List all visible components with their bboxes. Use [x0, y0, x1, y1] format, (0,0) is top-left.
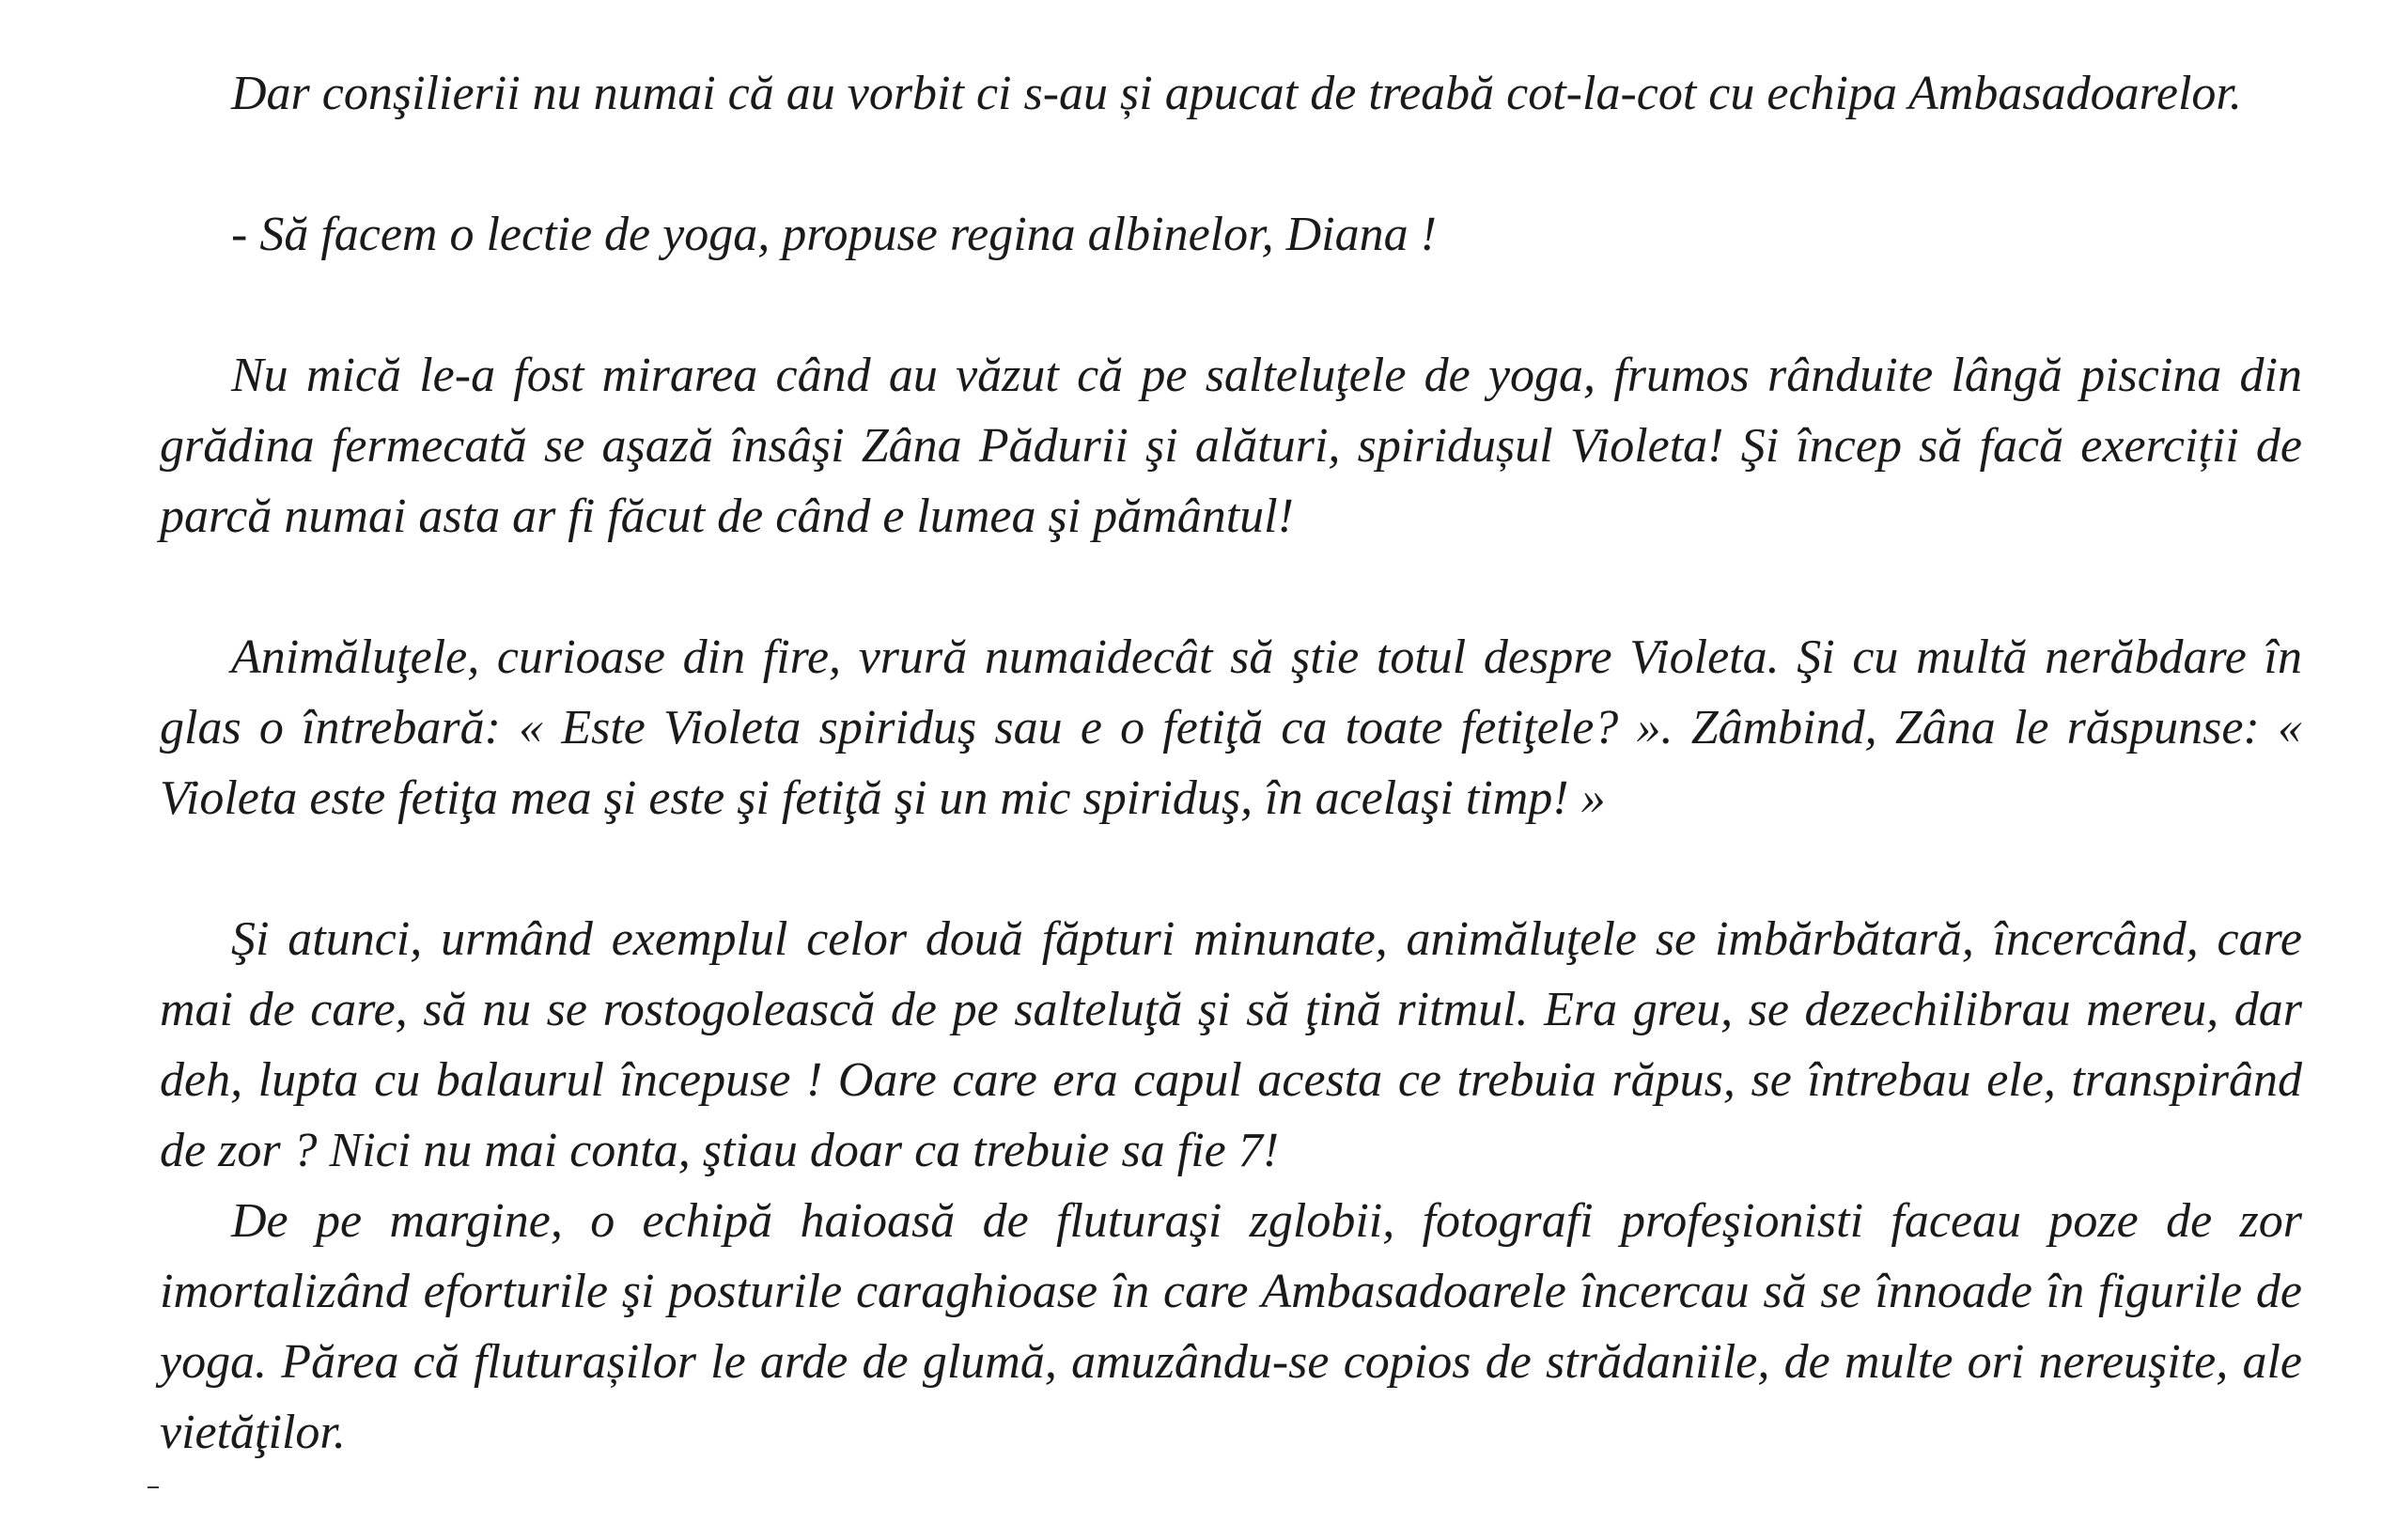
paragraph-animals-balance: Şi atunci, urmând exemplul celor două făpturi minunate, animăluţele se imbărbătară, încercând, care mai de care, să nu se rostogolească de pe salteluţă şi să ţină ritmul. Era greu, se dezechilibrau mereu, dar deh, lupta cu balaurul începuse ! Oare care era capul acesta ce trebuia răpus, se întrebau ele, transpirând de zor ? Nici nu mai conta, ştiau doar ca trebuie sa fie 7! [160, 912, 2302, 1177]
paragraph-butterfly-photographers: De pe margine, o echipă haioasă de fluturaşi zglobii, fotografi profeşionisti faceau poze de zor imortalizând eforturile şi posturile caraghioase în care Ambasadoarele încercau să se înnoade în figurile de yoga. Părea că fluturașilor le arde de glumă, amuzându-se copios de strădaniile, de multe ori nereuşite, ale vietăţilor. [160, 1194, 2302, 1459]
story-page [160, 58, 2302, 1468]
paragraph-fairy-exercises: Nu mică le-a fost mirarea când au văzut că pe salteluţele de yoga, frumos rânduite lângă piscina din grădina fermecată se aşază însâşi Zâna Pădurii şi alături, spiridușul Violeta! Şi încep să facă exerciții de parcă numai asta ar fi făcut de când e lumea şi pământul! [160, 349, 2302, 543]
paragraph-violeta-question: Animăluţele, curioase din fire, vrură numaidecât să ştie totul despre Violeta. Şi cu multă nerăbdare în glas o întrebară: « Este Violeta spiriduş sau e o fetiţă ca toate fetiţele? ». Zâmbind, Zâna le răspunse: « Violeta este fetiţa mea şi este şi fetiţă şi un mic spiriduş, în acelaşi timp! » [160, 630, 2302, 825]
paragraph-counselors: Dar conşilierii nu numai că au vorbit ci s-au și apucat de treabă cot-la-cot cu echipa Ambasadoarelor. [231, 67, 2242, 120]
paragraph-yoga-proposal: - Să facem o lectie de yoga, propuse regina albinelor, Diana ! [231, 208, 1437, 261]
page-edge-mark [148, 1486, 159, 1488]
